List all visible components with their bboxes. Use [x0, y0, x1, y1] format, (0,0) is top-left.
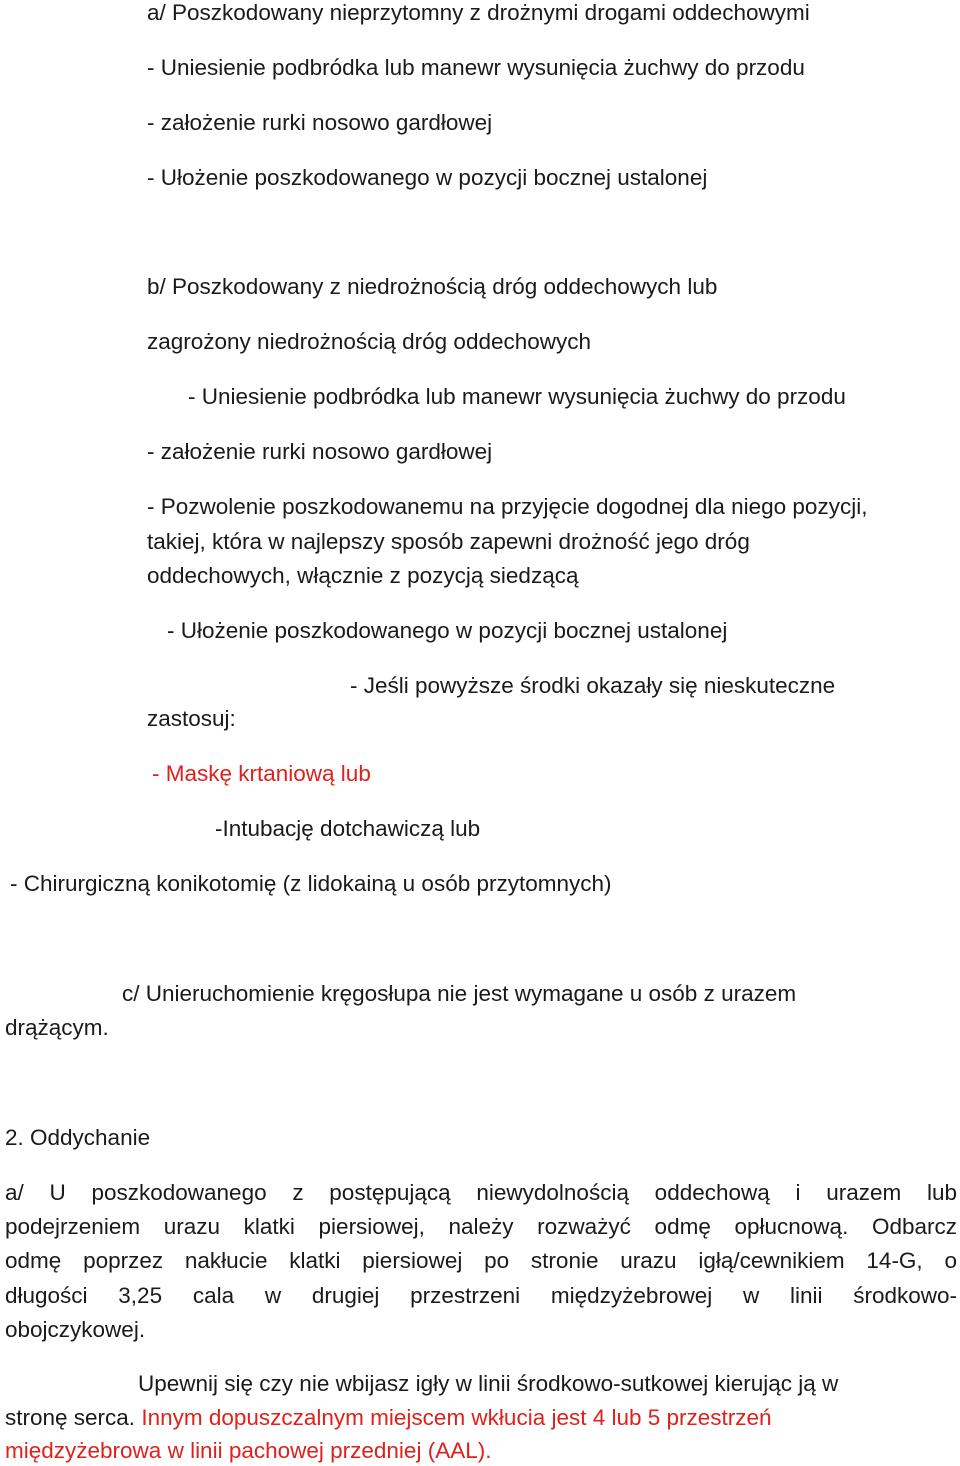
paragraph-line: a/ U poszkodowanego z postępującą niewydolnością oddechową i urazem lub [5, 1180, 957, 1205]
option-laryngeal-mask: - Maskę krtaniową lub [152, 761, 371, 786]
section-b-heading-continued: zagrożony niedrożnością dróg oddechowych [147, 329, 592, 354]
section-b-item: - Uniesienie podbródka lub manewr wysunięcia żuchwy do przodu [188, 384, 846, 409]
warning-text-continued: międzyżebrowa w linii pachowej przedniej (AAL). [5, 1438, 492, 1463]
note-text: stronę serca. [5, 1405, 136, 1430]
section-a-item: - założenie rurki nosowo gardłowej [147, 110, 493, 135]
paragraph-line: podejrzeniem urazu klatki piersiowej, należy rozważyć odmę opłucnową. Odbarcz [5, 1214, 957, 1239]
apply-label: zastosuj: [147, 706, 236, 731]
section-b-item: - założenie rurki nosowo gardłowej [147, 439, 493, 464]
condition-text: - Jeśli powyższe środki okazały się nieskuteczne [350, 673, 836, 698]
section-c-text-continued: drążącym. [5, 1015, 109, 1040]
paragraph-line: obojczykowej. [5, 1317, 146, 1342]
paragraph-line: długości 3,25 cala w drugiej przestrzeni międzyżebrowej w linii środkowo- [5, 1283, 957, 1308]
section-b-item: - Ułożenie poszkodowanego w pozycji bocznej ustalonej [167, 618, 728, 643]
section-b-item: - Pozwolenie poszkodowanemu na przyjęcie dogodnej dla niego pozycji, [147, 494, 868, 519]
note-line: Upewnij się czy nie wbijasz igły w linii środkowo-sutkowej kierując ją w [138, 1371, 839, 1396]
section-a-heading: a/ Poszkodowany nieprzytomny z drożnymi drogami oddechowymi [147, 0, 810, 25]
section-b-item-continued: takiej, która w najlepszy sposób zapewni drożność jego dróg [147, 529, 750, 554]
section-c-text: c/ Unieruchomienie kręgosłupa nie jest wymagane u osób z urazem [122, 981, 797, 1006]
section-a-item: - Ułożenie poszkodowanego w pozycji bocznej ustalonej [147, 165, 708, 190]
section-a-item: - Uniesienie podbródka lub manewr wysunięcia żuchwy do przodu [147, 55, 805, 80]
option-intubation: -Intubację dotchawiczą lub [215, 816, 481, 841]
option-cricothyrotomy: - Chirurgiczną konikotomię (z lidokainą u osób przytomnych) [10, 871, 612, 896]
note-line [5, 1407, 772, 1430]
section-b-heading: b/ Poszkodowany z niedrożnością dróg oddechowych lub [147, 274, 718, 299]
section-b-item-continued: oddechowych, włącznie z pozycją siedzącą [147, 563, 579, 588]
warning-text: Innym dopuszczalnym miejscem wkłucia jest 4 lub 5 przestrzeń [141, 1405, 772, 1430]
section-2-heading: 2. Oddychanie [5, 1125, 151, 1150]
paragraph-line: odmę poprzez nakłucie klatki piersiowej po stronie urazu igłą/cewnikiem 14-G, o [5, 1248, 957, 1273]
